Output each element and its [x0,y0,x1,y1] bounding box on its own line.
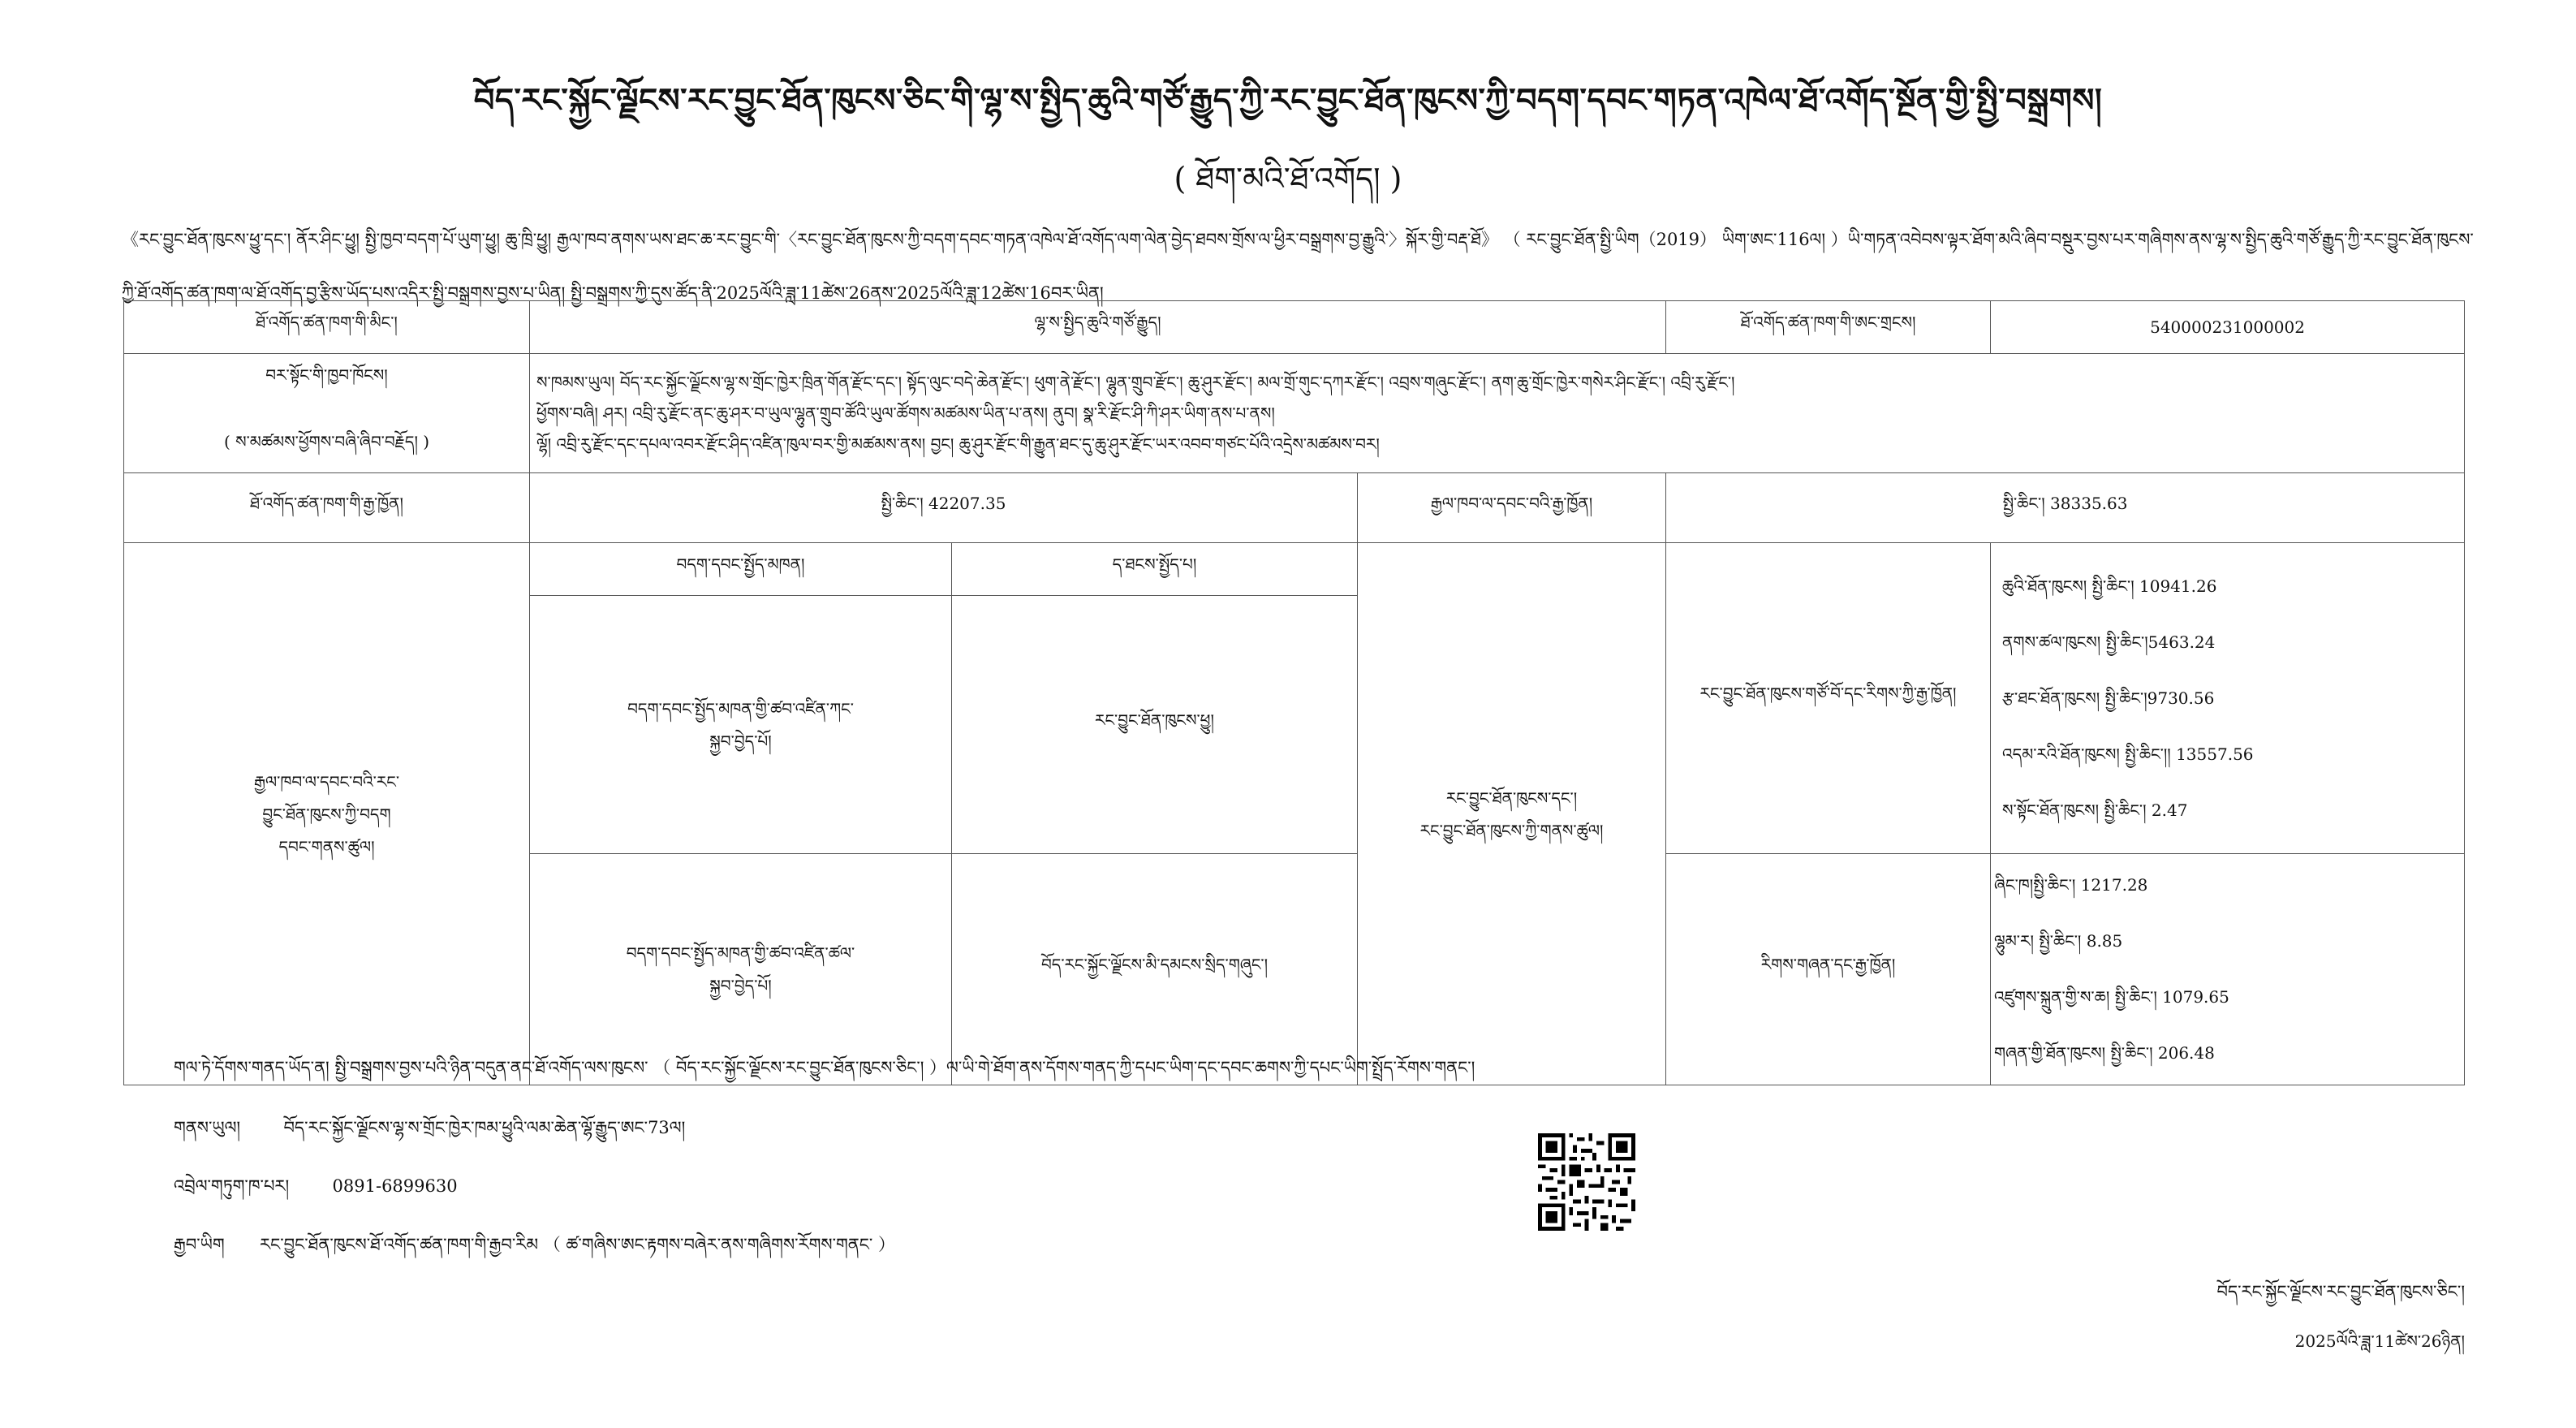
unit-code-label: ཐོ་འགོད་ཚན་ཁག་གི་ཨང་གྲངས། [1666,301,1991,354]
footer-stamp [174,1226,895,1274]
other-item: ལྷུམ་ར། སྤྱི་ཆིང་། 8.85 [1994,931,2123,951]
other-items-cell [1991,854,2465,1085]
resource-item: ཆུའི་ཐོན་ཁུངས། སྤྱི་ཆིང་། 10941.26 [2002,576,2217,596]
resource-area-label: རང་བྱུང་ཐོན་ཁུངས་གཙོ་བོ་དང་རིགས་ཀྱི་རྒྱ་ཁྱོན། [1666,543,1991,854]
col-owner-header: བདག་དབང་སྤྱོད་མཁན། [530,543,952,596]
unit-name-value: ལྷ་ས་སྤྱིད་ཆུའི་གཙོ་རྒྱུད། [530,301,1666,354]
address-value: བོད་རང་སྐྱོང་ལྗོངས་ལྷ་ས་གྲོང་ཁྱེར་ཁམ་ཕྱུའི་ལམ་ཆེན་ལྷོ་རྒྱུད་ཨང་73ལ། [283,1118,686,1137]
row1-owner-line2: སྐྱབ་བྱེད་པོ། [709,731,772,751]
row1-current: རང་བྱུང་ཐོན་ཁུངས་ཕྱུ། [952,596,1358,854]
scope-line: ལྷོ། འབྲི་རུ་རྫོང་དང་དཔལ་འབར་རྫོང་ཤིད་འཛིན་ཁུལ་བར་གྱི་མཚམས་ནས། བྱང། ཆུ་ཤུར་རྫོང་གི་རྒྱུན་ཐང་དུ་ཆུ་ཤུར་རྫོང་ཡར་འབབ་གཙང་པོའི་འདྲེས་མཚམས་བར། [536,434,1380,454]
resource-type-line2: རང་བྱུང་ཐོན་ཁུངས་ཀྱི་གནས་ཚུལ། [1419,820,1604,840]
row2-owner-line2: སྐྱབ་བྱེད་པོ། [709,976,772,995]
other-item: འཛུགས་སྐྲུན་གྱི་ས་ཆ། སྤྱི་ཆིང་། 1079.65 [1994,987,2229,1007]
unit-code-value: 540000231000002 [1991,301,2465,354]
stamp-value: རང་བྱུང་ཐོན་ཁུངས་ཐོ་འགོད་ཚན་ཁག་གི་རྒྱབ་རིམ （ ཚ་གཞིས་ཨང་རྟགས་བཞེར་ནས་གཞིགས་རོགས་གནང་ ） [260,1235,895,1254]
intro-paragraph: 《རང་བྱུང་ཐོན་ཁུངས་ཕྱུ་དང་། ནོར་ཤིང་ཕྱུ། སྤྱི་ཁྱབ་བདག་པོ་ཡུག་ཕྱུ། ཆུ་ཁྲི་ཕྱུ། རྒྱལ་ཁབ་ནགས་ཡས་ཐང་ཆ་རང་བྱུང་གི་〈རང་བྱུང་ཐོན་ཁུངས་ཀྱི་བདག་དབང་གཏན་འཁེལ་ཐོ་འགོད་ལག་ལེན་བྱེད་ཐབས་གྲོས་ལ་ཕྱིར་བསྒྲགས་བྱ་རྒྱུའི་〉སྐོར་གྱི་བརྡ་ཐོ》 （ རང་བྱུང་ཐོན་སྤྱི་ཡིག（2019） ཡིག་ཨང་116ལ། ）ཡི་གཏན་འབེབས་ལྟར་ཐོག་མའི་ཞིབ་བསྡུར་བྱས་པར་གཞིགས་ནས་ལྷ་ས་སྤྱིད་ཆུའི་གཙོ་རྒྱུད་ཀྱི་རང་བྱུང་ཐོན་ཁུངས་ཀྱི་ཐོ་འགོད་ཚན་ཁག་ལ་ཐོ་འགོད་བྱ་རྩིས་ཡོད་པས་འདིར་སྤྱི་བསྒྲགས་བྱས་པ་ཡིན། སྤྱི་བསྒྲགས་ཀྱི་དུས་ཚོད་ནི་2025ལོའི་ཟླ་11ཚེས་26ནས་2025ལོའི་ཟླ་12ཚེས་16བར་ཡིན། [122,230,2474,303]
total-area-value: སྤྱི་ཆིང་། 42207.35 [530,473,1358,543]
row2-owner-line1: བདག་དབང་སྤྱོད་མཁན་གྱི་ཚབ་འཛིན་ཚལ་ [626,943,855,963]
other-item: ཞིང་ཁ།སྤྱི་ཆིང་། 1217.28 [1994,875,2148,895]
phone-value: 0891-6899630 [332,1176,458,1196]
phone-label: འབྲེལ་གཏུག་ཁ་པར། [174,1176,290,1196]
ownership-label-line1: རྒྱལ་ཁབ་ལ་དབང་བའི་རང་ [253,771,400,792]
resource-item: ས་སྟོང་ཐོན་ཁུངས། སྤྱི་ཆིང་། 2.47 [2002,800,2188,820]
resource-item: འདམ་རའི་ཐོན་ཁུངས། སྤྱི་ཆིང་།། 13557.56 [2002,744,2254,764]
other-item: གཞན་གྱི་ཐོན་ཁུངས། སྤྱི་ཆིང་། 206.48 [1994,1043,2215,1063]
issuer-name: བོད་རང་སྐྱོང་ལྗོངས་རང་བྱུང་ཐོན་ཁུངས་ཅིང་། [2216,1282,2465,1301]
row1-owner [530,596,952,854]
document-title: བོད་རང་སྐྱོང་ལྗོངས་རང་བྱུང་ཐོན་ཁུངས་ཅིང་གི་ལྷ་ས་སྤྱིད་ཆུའི་གཙོ་རྒྱུད་ཀྱི་རང་བྱུང་ཐོན་ཁུངས་ཀྱི་བདག་དབང་གཏན་འཁེལ་ཐོ་འགོད་སྔོན་གྱི་སྤྱི་བསྒྲགས། [473,81,2103,119]
other-area-label: རིགས་གཞན་དང་རྒྱ་ཁྱོན། [1666,854,1991,1085]
registration-table [123,300,2465,1085]
resource-type-cell [1358,543,1666,1085]
col-current-header: ད་ཐངས་སྤྱོད་པ། [952,543,1358,596]
ownership-label [124,543,530,1085]
state-area-label: རྒྱལ་ཁབ་ལ་དབང་བའི་རྒྱ་ཁྱོན། [1358,473,1666,543]
row1-owner-line1: བདག་དབང་སྤྱོད་མཁན་གྱི་ཚབ་འཛིན་ཀང་ [627,698,854,718]
resource-type-line1: རང་བྱུང་ཐོན་ཁུངས་དང་། [1445,787,1578,808]
address-label: གནས་ཡུལ། [174,1118,241,1137]
footer-phone [174,1167,458,1215]
state-area-value: སྤྱི་ཆིང་། 38335.63 [1666,473,2465,543]
ownership-label-line3: དབང་གནས་ཚུལ། [278,836,375,856]
footer-address [174,1109,685,1157]
qr-code-icon [1538,1133,1635,1231]
stamp-label: རྒྱབ་ཡིག [174,1235,225,1254]
scope-label [124,354,530,473]
footer-notice: གལ་ཏེ་དོགས་གནད་ཡོད་ན། སྤྱི་བསྒྲགས་བྱས་པའི་ཉིན་བདུན་ནང་ཐོ་འགོད་ལས་ཁུངས་ （ བོད་རང་སྐྱོང་ལྗོངས་རང་བྱུང་ཐོན་ཁུངས་ཅིང་། ）ལ་ཡི་གེ་ཐོག་ནས་དོགས་གནད་ཀྱི་དཔང་ཡིག་དང་དབང་ཆགས་ཀྱི་དཔང་ཡིག་སྤྲོད་རོགས་གནང་། [174,1058,1475,1077]
issue-date: 2025ལོའི་ཟླ་11ཚེས་26ཉིན། [2294,1331,2465,1351]
ownership-label-line2: བྱུང་ཐོན་ཁུངས་ཀྱི་བདག [262,804,391,824]
scope-line: ས་ཁམས་ཡུལ། བོད་རང་སྐྱོང་ལྗོངས་ལྷ་ས་གྲོང་ཁྱེར་ཁྲིན་གོན་རྫོང་དང་། སྟོད་ལུང་བདེ་ཆེན་རྫོང་། ཕུག་ནེ་རྫོང་། ལྷུན་གྲུབ་རྫོང་། ཆུ་ཤུར་རྫོང་། མལ་གྲོ་གུང་དཀར་རྫོང་། འབྲས་གཞུང་རྫོང་། ནག་ཆུ་གྲོང་ཁྱེར་གསེར་ཤིང་རྫོང་། འབྲི་རུ་རྫོང་། [536,373,1735,392]
resource-items-cell [1991,543,2465,854]
scope-label-line1: བར་སྟོང་གི་ཁྱབ་ཁོངས། [265,365,388,385]
scope-value [530,354,2465,473]
document-subtitle: ( ཐོག་མའི་ཐོ་འགོད། ) [1174,161,1402,196]
scope-label-line2: ( ས་མཚམས་ཕྱོགས་བཞི་ཞིབ་བརྗོད། ) [223,432,430,451]
resource-item: ནགས་ཚལ་ཁུངས། སྤྱི་ཆིང་།5463.24 [2002,632,2216,652]
scope-line: ཕྱོགས་བཞི། ཤར། འབྲི་རུ་རྫོང་ནང་ཆུ་ཤར་བ་ཡུལ་ལྷུན་གྲུབ་ཚོའི་ཡུལ་ཚོགས་མཚམས་ཡིན་པ་ནས། ནུབ། སྣ་རི་རྫོང་ཤི་ཀི་ཤར་ཡིག་ནས་པ་ནས། [536,403,1275,423]
total-area-label: ཐོ་འགོད་ཚན་ཁག་གི་རྒྱ་ཁྱོན། [124,473,530,543]
resource-item: རྩ་ཐང་ཐོན་ཁུངས། སྤྱི་ཆིང་།9730.56 [2002,688,2215,708]
row2-current: བོད་རང་སྐྱོང་ལྗོངས་མི་དམངས་སྲིད་གཞུང་། [952,854,1358,1085]
unit-name-label: ཐོ་འགོད་ཚན་ཁག་གི་མིང་། [124,301,530,354]
